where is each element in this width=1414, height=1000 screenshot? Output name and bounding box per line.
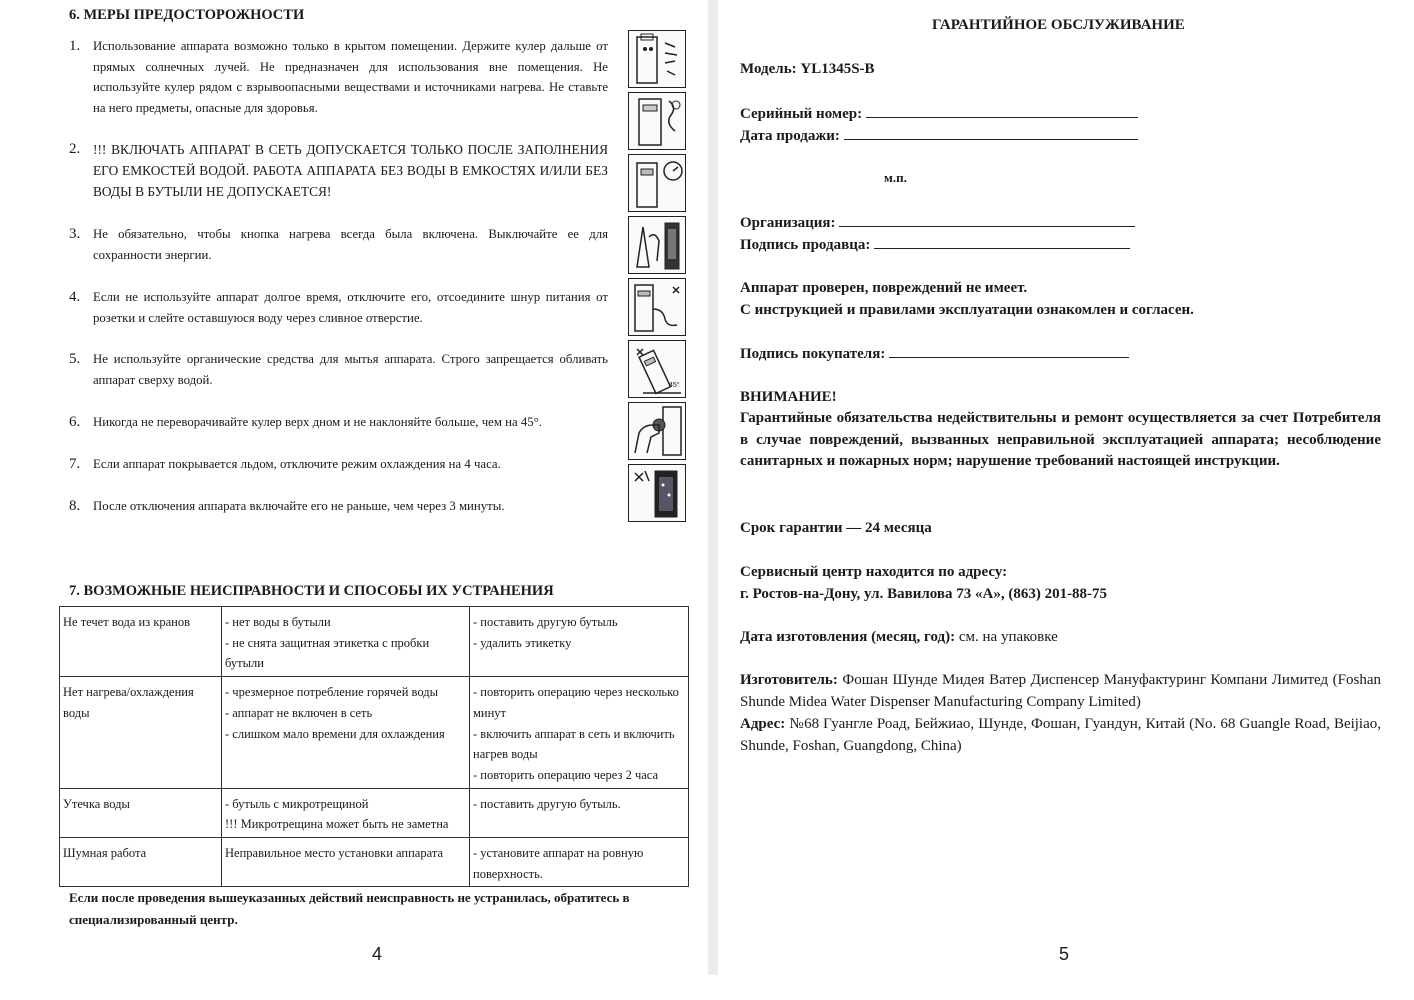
problem-cell: Не течет вода из кранов [60,607,222,677]
manufacturer-block [740,670,1381,713]
item-number: 2. [69,141,81,157]
item-number: 8. [69,498,81,514]
table-row [60,788,689,837]
cause-line: !!! Микротрещина может быть не заметна [225,817,449,832]
buyer-sign-line [740,342,1129,365]
attention-title: ВНИМАНИЕ! [740,389,837,405]
sale-date-field[interactable] [844,124,1138,140]
problem-cell: Нет нагрева/охлаждения воды [60,677,222,789]
service-address: г. Ростов-на-Дону, ул. Вавилова 73 «А», (863) 201-88-75 [740,586,1108,602]
stamp-place: м.п. [884,170,907,185]
item-text: После отключения аппарата включайте его не раньше, чем через 3 минуты. [93,499,505,513]
fix-line: - поставить другую бутыль [473,615,618,629]
section-6-title: 6. МЕРЫ ПРЕДОСТОРОЖНОСТИ [69,7,305,23]
item-number: 4. [69,289,81,305]
address-label: Адрес: [740,716,786,732]
cooler-heat-icon [628,92,686,150]
cause-line: - нет воды в бутыли [225,615,331,629]
manufacturer-text: Фошан Шунде Мидея Ватер Диспенсер Мануфактуринг Компани Лимитед (Foshan Shunde Midea Water Dispenser Manufacturing Company Limited) [740,672,1381,710]
model-line: Модель: YL1345S-B [740,61,875,77]
warranty-title: ГАРАНТИЙНОЕ ОБСЛУЖИВАНИЕ [932,17,1185,33]
attention-text: Гарантийные обязательства недействительны и ремонт осуществляется за счет Потребителя в случае повреждений, вызванных неправильной эксплуатацией аппарата; несоблюдение санитарных и пожарных норм; нарушение требований настоящей инструкции. [740,410,1381,470]
tilt-angle-label: 45° [669,382,680,389]
fix-cell [470,677,689,789]
item-text: Не используйте органические средства для мытья аппарата. Строго запрещается обливать аппарат сверху водой. [93,352,608,387]
item-text: Если не используйте аппарат долгое время, отключите его, отсоедините шнур питания от розетки и слейте оставшуюся воду через сливное отверстие. [93,290,608,325]
item-text: Не обязательно, чтобы кнопка нагрева всегда была включена. Выключайте ее для сохранности энергии. [93,227,608,262]
problem-cell: Шумная работа [60,838,222,887]
fix-line: - удалить этикетку [473,635,572,650]
item-number: 7. [69,456,81,472]
cause-cell [222,607,470,677]
fix-line: - поставить другую бутыль. [473,796,621,811]
cause-cell [222,788,470,837]
hand-bottle-icon [628,216,686,274]
seller-sign-field[interactable] [874,233,1130,249]
page-number: 5 [1059,944,1070,964]
cooler-gauge-icon [628,154,686,212]
table-row [60,677,689,789]
cooler-tilt-icon [628,340,686,398]
address-text: №68 Гуангле Роад, Бейжиао, Шунде, Фошан, Гуандун, Китай (No. 68 Guangle Road, Beijiao, Shunde, Foshan, Guangdong, China) [740,716,1382,754]
service-note: Если после проведения вышеуказанных действий неисправность не устранилась, обратитесь в специализированный центр. [69,890,630,927]
org-label: Организация: [740,215,836,231]
manufacture-date-value: см. на упаковке [958,629,1058,645]
fix-cell [470,788,689,837]
service-label: Сервисный центр находится по адресу: [740,564,1008,580]
cause-line: - аппарат не включен в сеть [225,705,373,720]
cause-line: - не снята защитная этикетка с пробки бутыли [225,635,430,671]
cooler-unplug-icon [628,278,686,336]
manufacturer-label: Изготовитель: [740,672,838,688]
fix-line: - повторить операцию через несколько минут [473,685,679,720]
item-text: !!! ВКЛЮЧАТЬ АППАРАТ В СЕТЬ ДОПУСКАЕТСЯ ТОЛЬКО ПОСЛЕ ЗАПОЛНЕНИЯ ЕГО ЕМКОСТЕЙ ВОДОЙ. РАБОТА АППАРАТА БЕЗ ВОДЫ В ЕМКОСТЯХ И/ИЛИ БЕЗ ВОДЫ В БУТЫЛИ НЕ ДОПУСКАЕТСЯ! [93,142,608,199]
cooler-sun-icon [628,30,686,88]
buyer-sign-label: Подпись покупателя: [740,346,886,362]
cause-cell [222,677,470,789]
item-number: 6. [69,414,81,430]
cause-line: - бутыль с микротрещиной [225,796,369,811]
troubleshooting-table [59,606,689,887]
cause-line: Неправильное место установки аппарата [225,846,443,861]
sale-date-label: Дата продажи: [740,128,840,144]
fix-line: - установите аппарат на ровную поверхность. [473,846,644,881]
fix-cell [470,838,689,887]
buyer-sign-field[interactable] [889,342,1129,358]
manufacture-date-label: Дата изготовления (месяц, год): [740,629,956,645]
item-text: Использование аппарата возможно только в крытом помещении. Держите кулер дальше от прямых солнечных лучей. Не предназначен для использования вне помещения. Не используйте кулер рядом с взрывоопасными веществами и источниками нагрева. Не ставьте на него предметы, опасные для здоровья. [93,39,608,115]
item-number: 3. [69,226,81,242]
fix-line: - повторить операцию через 2 часа [473,767,659,782]
serial-field[interactable] [866,102,1138,118]
serial-label: Серийный номер: [740,106,863,122]
hand-button-icon [628,402,686,460]
manufacture-date-line [740,626,1058,648]
cause-line: - слишком мало времени для охлаждения [225,726,445,741]
page-gutter [708,0,718,975]
org-field[interactable] [839,211,1135,227]
problem-cell: Утечка воды [60,788,222,837]
cooler-water-icon [628,464,686,522]
serial-line [740,102,1138,125]
item-number: 5. [69,351,81,367]
checked-line-2: С инструкцией и правилами эксплуатации ознакомлен и согласен. [740,302,1194,318]
address-block [740,714,1381,757]
item-text: Никогда не переворачивайте кулер верх дном и не наклоняйте больше, чем на 45°. [93,415,542,429]
seller-sign-label: Подпись продавца: [740,237,871,253]
cause-cell [222,838,470,887]
table-row [60,838,689,887]
page-number: 4 [372,944,383,964]
item-text: Если аппарат покрывается льдом, отключите режим охлаждения на 4 часа. [93,457,501,471]
cause-line: - чрезмерное потребление горячей воды [225,685,439,700]
checked-line-1: Аппарат проверен, повреждений не имеет. [740,280,1028,296]
right-page [718,0,1414,1000]
section-7-title: 7. ВОЗМОЖНЫЕ НЕИСПРАВНОСТИ И СПОСОБЫ ИХ УСТРАНЕНИЯ [69,583,554,599]
fix-line: - включить аппарат в сеть и включить нагрев воды [473,726,675,762]
seller-sign-line [740,233,1130,256]
table-row [60,607,689,677]
item-number: 1. [69,38,81,54]
warranty-period: Срок гарантии — 24 месяца [740,520,932,536]
sale-date-line [740,124,1138,147]
org-line [740,211,1135,234]
fix-cell [470,607,689,677]
